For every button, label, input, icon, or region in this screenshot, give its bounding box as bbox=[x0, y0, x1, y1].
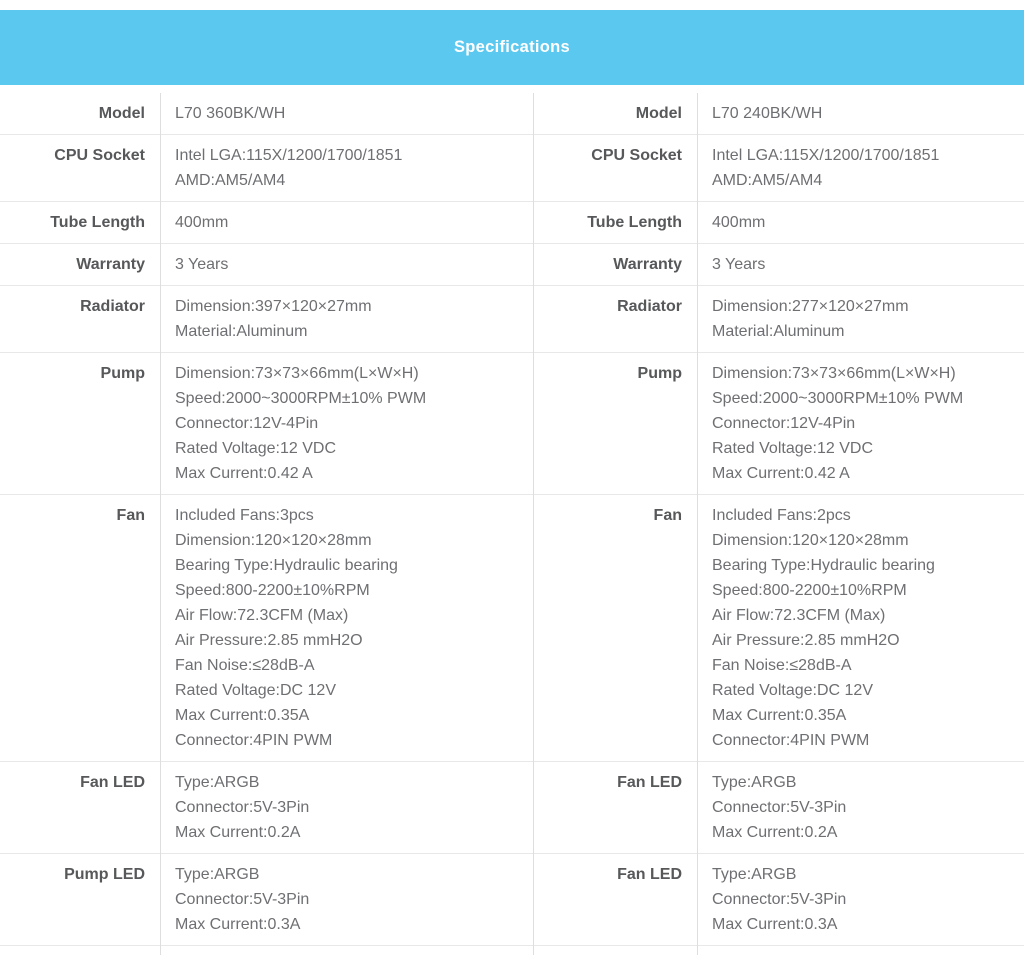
spec-label: Fan LED bbox=[617, 774, 682, 791]
spec-value-line: Connector:4PIN PWM bbox=[175, 732, 333, 749]
spec-value bbox=[697, 210, 1024, 235]
spec-label: Model bbox=[635, 105, 682, 122]
spec-value-line: Air Flow:72.3CFM (Max) bbox=[712, 607, 886, 624]
spec-value bbox=[697, 252, 1024, 277]
spec-row bbox=[0, 286, 533, 353]
spec-row bbox=[534, 244, 1024, 286]
spec-row bbox=[0, 854, 533, 946]
spec-tables-container bbox=[0, 93, 1024, 955]
spec-value-line: Material:Aluminum bbox=[175, 323, 308, 340]
spec-value-line: Speed:800-2200±10%RPM bbox=[175, 582, 370, 599]
spec-row bbox=[0, 202, 533, 244]
spec-value-line: Air Pressure:2.85 mmH2O bbox=[175, 632, 363, 649]
spec-value-line: Air Flow:72.3CFM (Max) bbox=[175, 607, 349, 624]
spec-value-line: Connector:12V-4Pin bbox=[175, 415, 319, 432]
spec-value-line: Max Current:0.35A bbox=[175, 707, 310, 724]
spec-value-line: Material:Aluminum bbox=[712, 323, 845, 340]
spec-row bbox=[0, 762, 533, 854]
spec-value-line: Dimension:120×120×28mm bbox=[175, 532, 372, 549]
spec-label: Tube Length bbox=[50, 214, 145, 231]
spec-value-line: Max Current:0.2A bbox=[175, 824, 301, 841]
spec-value-line: Max Current:0.2A bbox=[712, 824, 838, 841]
spec-label: Fan LED bbox=[80, 774, 145, 791]
specifications-header-bar bbox=[0, 10, 1024, 85]
spec-label: Fan bbox=[653, 507, 682, 524]
spec-value bbox=[697, 862, 1024, 937]
spec-value bbox=[160, 252, 533, 277]
spec-value-line: Dimension:120×120×28mm bbox=[712, 532, 909, 549]
spec-row bbox=[0, 135, 533, 202]
page-title: Specifications bbox=[453, 38, 571, 56]
spec-value-line: 400mm bbox=[175, 214, 229, 231]
spec-value-line: Max Current:0.42 A bbox=[175, 465, 313, 482]
spec-value-line: Included Fans:2pcs bbox=[712, 507, 851, 524]
spec-value-line: Dimension:277×120×27mm bbox=[712, 298, 909, 315]
spec-row bbox=[0, 495, 533, 762]
spec-row bbox=[534, 93, 1024, 135]
spec-value-line: Max Current:0.35A bbox=[712, 707, 847, 724]
spec-value-line: Connector:5V-3Pin bbox=[175, 799, 310, 816]
spec-label: CPU Socket bbox=[54, 147, 145, 164]
spec-value-line: L70 240BK/WH bbox=[712, 105, 823, 122]
spec-value-line: Fan Noise:≤28dB-A bbox=[712, 657, 852, 674]
spec-label: Radiator bbox=[80, 298, 145, 315]
spec-value bbox=[160, 361, 533, 486]
spec-value-line: Bearing Type:Hydraulic bearing bbox=[712, 557, 935, 574]
spec-value-line: Type:ARGB bbox=[175, 866, 260, 883]
spec-value-line: Connector:5V-3Pin bbox=[712, 891, 847, 908]
spec-value-line: Rated Voltage:DC 12V bbox=[712, 682, 873, 699]
spec-value-line: Dimension:73×73×66mm(L×W×H) bbox=[175, 365, 419, 382]
spec-label: Warranty bbox=[76, 256, 145, 273]
spec-label: Warranty bbox=[613, 256, 682, 273]
spec-value-line: Included Fans:3pcs bbox=[175, 507, 314, 524]
spec-value-line: Type:ARGB bbox=[712, 774, 797, 791]
spec-label: Radiator bbox=[617, 298, 682, 315]
spec-value-line: AMD:AM5/AM4 bbox=[175, 172, 286, 189]
spec-value-line: Air Pressure:2.85 mmH2O bbox=[712, 632, 900, 649]
spec-row bbox=[534, 135, 1024, 202]
spec-value bbox=[160, 143, 533, 193]
spec-value-line: Rated Voltage:12 VDC bbox=[712, 440, 873, 457]
spec-value-line: Speed:2000~3000RPM±10% PWM bbox=[712, 390, 964, 407]
spec-value-line: AMD:AM5/AM4 bbox=[712, 172, 823, 189]
spec-value-line: Max Current:0.42 A bbox=[712, 465, 850, 482]
spec-label: Tube Length bbox=[587, 214, 682, 231]
spec-row bbox=[0, 353, 533, 495]
column-divider-line bbox=[160, 93, 161, 955]
spec-row bbox=[534, 762, 1024, 854]
spec-value bbox=[697, 294, 1024, 344]
spec-label: CPU Socket bbox=[591, 147, 682, 164]
spec-row bbox=[0, 93, 533, 135]
spec-value-line: Dimension:397×120×27mm bbox=[175, 298, 372, 315]
spec-label: Fan LED bbox=[617, 866, 682, 883]
spec-value-line: Speed:2000~3000RPM±10% PWM bbox=[175, 390, 427, 407]
spec-value-line: 400mm bbox=[712, 214, 766, 231]
spec-value bbox=[697, 361, 1024, 486]
spec-table-l70-360 bbox=[0, 93, 533, 955]
spec-value-line: 3 Years bbox=[712, 256, 766, 273]
spec-value bbox=[697, 503, 1024, 753]
spec-value-line: 3 Years bbox=[175, 256, 229, 273]
spec-value-line: Fan Noise:≤28dB-A bbox=[175, 657, 315, 674]
spec-row bbox=[534, 353, 1024, 495]
spec-row bbox=[534, 286, 1024, 353]
spec-value-line: Connector:5V-3Pin bbox=[712, 799, 847, 816]
spec-value-line: Type:ARGB bbox=[712, 866, 797, 883]
spec-value-line: Type:ARGB bbox=[175, 774, 260, 791]
spec-value-line: Intel LGA:115X/1200/1700/1851 bbox=[175, 147, 403, 164]
spec-value bbox=[160, 503, 533, 753]
spec-label: Pump bbox=[637, 365, 682, 382]
spec-value bbox=[697, 101, 1024, 126]
spec-value bbox=[160, 210, 533, 235]
spec-value-line: Rated Voltage:DC 12V bbox=[175, 682, 336, 699]
column-divider-line bbox=[697, 93, 698, 955]
spec-value-line: L70 360BK/WH bbox=[175, 105, 286, 122]
spec-label: Pump bbox=[100, 365, 145, 382]
spec-table-l70-240 bbox=[533, 93, 1024, 955]
spec-row bbox=[0, 244, 533, 286]
spec-value-line: Bearing Type:Hydraulic bearing bbox=[175, 557, 398, 574]
spec-value bbox=[160, 770, 533, 845]
spec-value-line: Connector:4PIN PWM bbox=[712, 732, 870, 749]
spec-value bbox=[697, 770, 1024, 845]
spec-value-line: Intel LGA:115X/1200/1700/1851 bbox=[712, 147, 940, 164]
spec-label: Fan bbox=[116, 507, 145, 524]
spec-label: Pump LED bbox=[64, 866, 145, 883]
spec-value bbox=[160, 862, 533, 937]
spec-row bbox=[534, 495, 1024, 762]
spec-value-line: Connector:5V-3Pin bbox=[175, 891, 310, 908]
spec-value-line: Max Current:0.3A bbox=[712, 916, 838, 933]
spec-value bbox=[160, 294, 533, 344]
spec-label: Model bbox=[98, 105, 145, 122]
spec-value bbox=[697, 143, 1024, 193]
spec-value-line: Speed:800-2200±10%RPM bbox=[712, 582, 907, 599]
spec-value-line: Rated Voltage:12 VDC bbox=[175, 440, 336, 457]
spec-value-line: Dimension:73×73×66mm(L×W×H) bbox=[712, 365, 956, 382]
spec-row bbox=[534, 202, 1024, 244]
spec-value-line: Connector:12V-4Pin bbox=[712, 415, 856, 432]
spec-value bbox=[160, 101, 533, 126]
spec-value-line: Max Current:0.3A bbox=[175, 916, 301, 933]
spec-row bbox=[534, 854, 1024, 946]
